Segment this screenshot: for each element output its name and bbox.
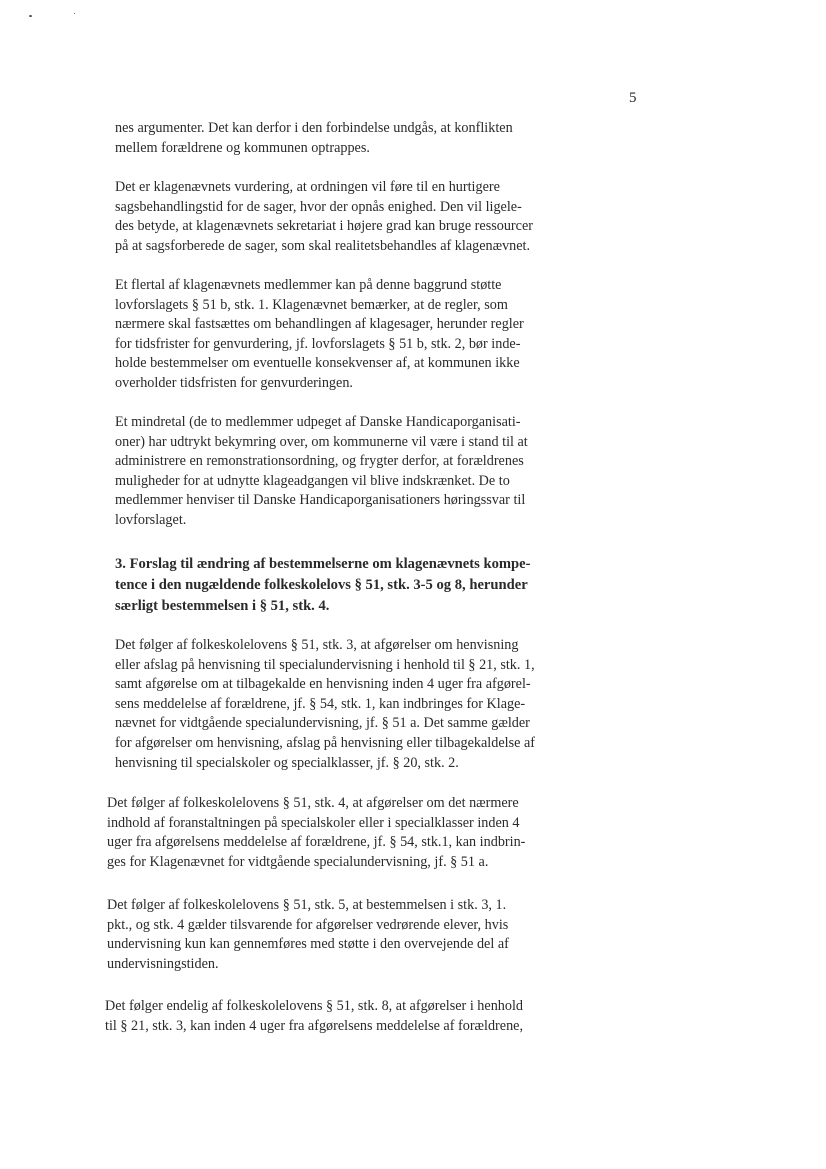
text-line: pkt., og stk. 4 gælder tilsvarende for afgørelser vedrørende elever, hvis — [107, 916, 509, 933]
text-line: Et flertal af klagenævnets medlemmer kan på denne baggrund støtte — [115, 277, 502, 293]
text-line: til § 21, stk. 3, kan inden 4 uger fra afgørelsens meddelelse af forældrene, — [105, 1017, 524, 1034]
text-line: overholder tidsfristen for genvurderingen. — [115, 375, 353, 391]
text-line: administrere en remonstrationsordning, og frygter derfor, at forældrenes — [115, 453, 524, 470]
text-line: Det er klagenævnets vurdering, at ordningen vil føre til en hurtigere — [115, 179, 500, 195]
text-line: ges for Klagenævnet for vidtgående specialundervisning, jf. § 51 a. — [107, 853, 489, 870]
text-line: lovforslagets § 51 b, stk. 1. Klagenævnet bemærker, at de regler, som — [115, 296, 508, 313]
text-line: mellem forældrene og kommunen optrappes. — [115, 139, 370, 156]
text-line: tence i den nugældende folkeskolelovs § 51, stk. 3-5 og 8, herunder — [115, 577, 528, 593]
text-line: Det følger endelig af folkeskolelovens § 51, stk. 8, at afgørelser i henhold — [105, 998, 524, 1014]
text-line: muligheder for at udnytte klageadgangen vil blive indskrænket. De to — [115, 472, 510, 489]
text-line: for afgørelser om henvisning, afslag på henvisning eller tilbagekaldelse af — [115, 735, 535, 751]
text-line: sagsbehandlingstid for de sager, hvor der opnås enighed. Den vil ligele- — [115, 198, 522, 215]
text-line: for tidsfrister for genvurdering, jf. lovforslagets § 51 b, stk. 2, bør inde- — [115, 335, 521, 352]
text-line: Det følger af folkeskolelovens § 51, stk. 4, at afgørelser om det nærmere — [107, 795, 519, 811]
text-line: oner) har udtrykt bekymring over, om kommunerne vil være i stand til at — [115, 433, 528, 450]
text-line: nærmere skal fastsættes om behandlingen af klagesager, herunder regler — [115, 316, 524, 333]
text-line: undervisningstiden. — [107, 955, 219, 972]
text-line: holde bestemmelser om eventuelle konsekvenser af, at kommunen ikke — [115, 355, 520, 372]
text-line: Et mindretal (de to medlemmer udpeget af Danske Handicaporganisati- — [115, 414, 521, 430]
text-line: nes argumenter. Det kan derfor i den forbindelse undgås, at konflikten — [115, 120, 513, 136]
text-line: sens meddelelse af forældrene, jf. § 54, stk. 1, kan indbringes for Klage- — [115, 695, 526, 712]
text-line: henvisning til specialskoler og specialklasser, jf. § 20, stk. 2. — [115, 754, 459, 771]
text-line: samt afgørelse om at tilbagekalde en henvisning inden 4 uger fra afgørel- — [115, 676, 531, 693]
text-line: på at sagsforberede de sager, som skal realitetsbehandles af klagenævnet. — [115, 237, 531, 254]
text-line: indhold af foranstaltningen på specialskoler eller i specialklasser inden 4 — [107, 814, 520, 831]
text-line: særligt bestemmelsen i § 51, stk. 4. — [115, 598, 330, 614]
text-line: medlemmer henviser til Danske Handicaporganisationers høringssvar til — [115, 492, 526, 509]
text-line: eller afslag på henvisning til specialundervisning i henhold til § 21, stk. 1, — [115, 656, 535, 673]
text-line: Det følger af folkeskolelovens § 51, stk. 3, at afgørelser om henvisning — [115, 637, 519, 653]
scan-speck — [74, 13, 75, 14]
text-line: des betyde, at klagenævnets sekretariat i højere grad kan bruge ressourcer — [115, 218, 533, 235]
text-line: undervisning kun kan gennemføres med støtte i den overvejende del af — [107, 936, 509, 953]
page-number: 5 — [629, 90, 637, 106]
text-line: lovforslaget. — [115, 512, 187, 528]
text-line: 3. Forslag til ændring af bestemmelserne om klagenævnets kompe- — [115, 556, 531, 572]
text-line: Det følger af folkeskolelovens § 51, stk. 5, at bestemmelsen i stk. 3, 1. — [107, 897, 507, 913]
text-line: uger fra afgørelsens meddelelse af forældrene, jf. § 54, stk.1, kan indbrin- — [107, 834, 526, 851]
text-line: nævnet for vidtgående specialundervisning, jf. § 51 a. Det samme gælder — [115, 715, 530, 732]
scan-speck — [29, 15, 32, 17]
